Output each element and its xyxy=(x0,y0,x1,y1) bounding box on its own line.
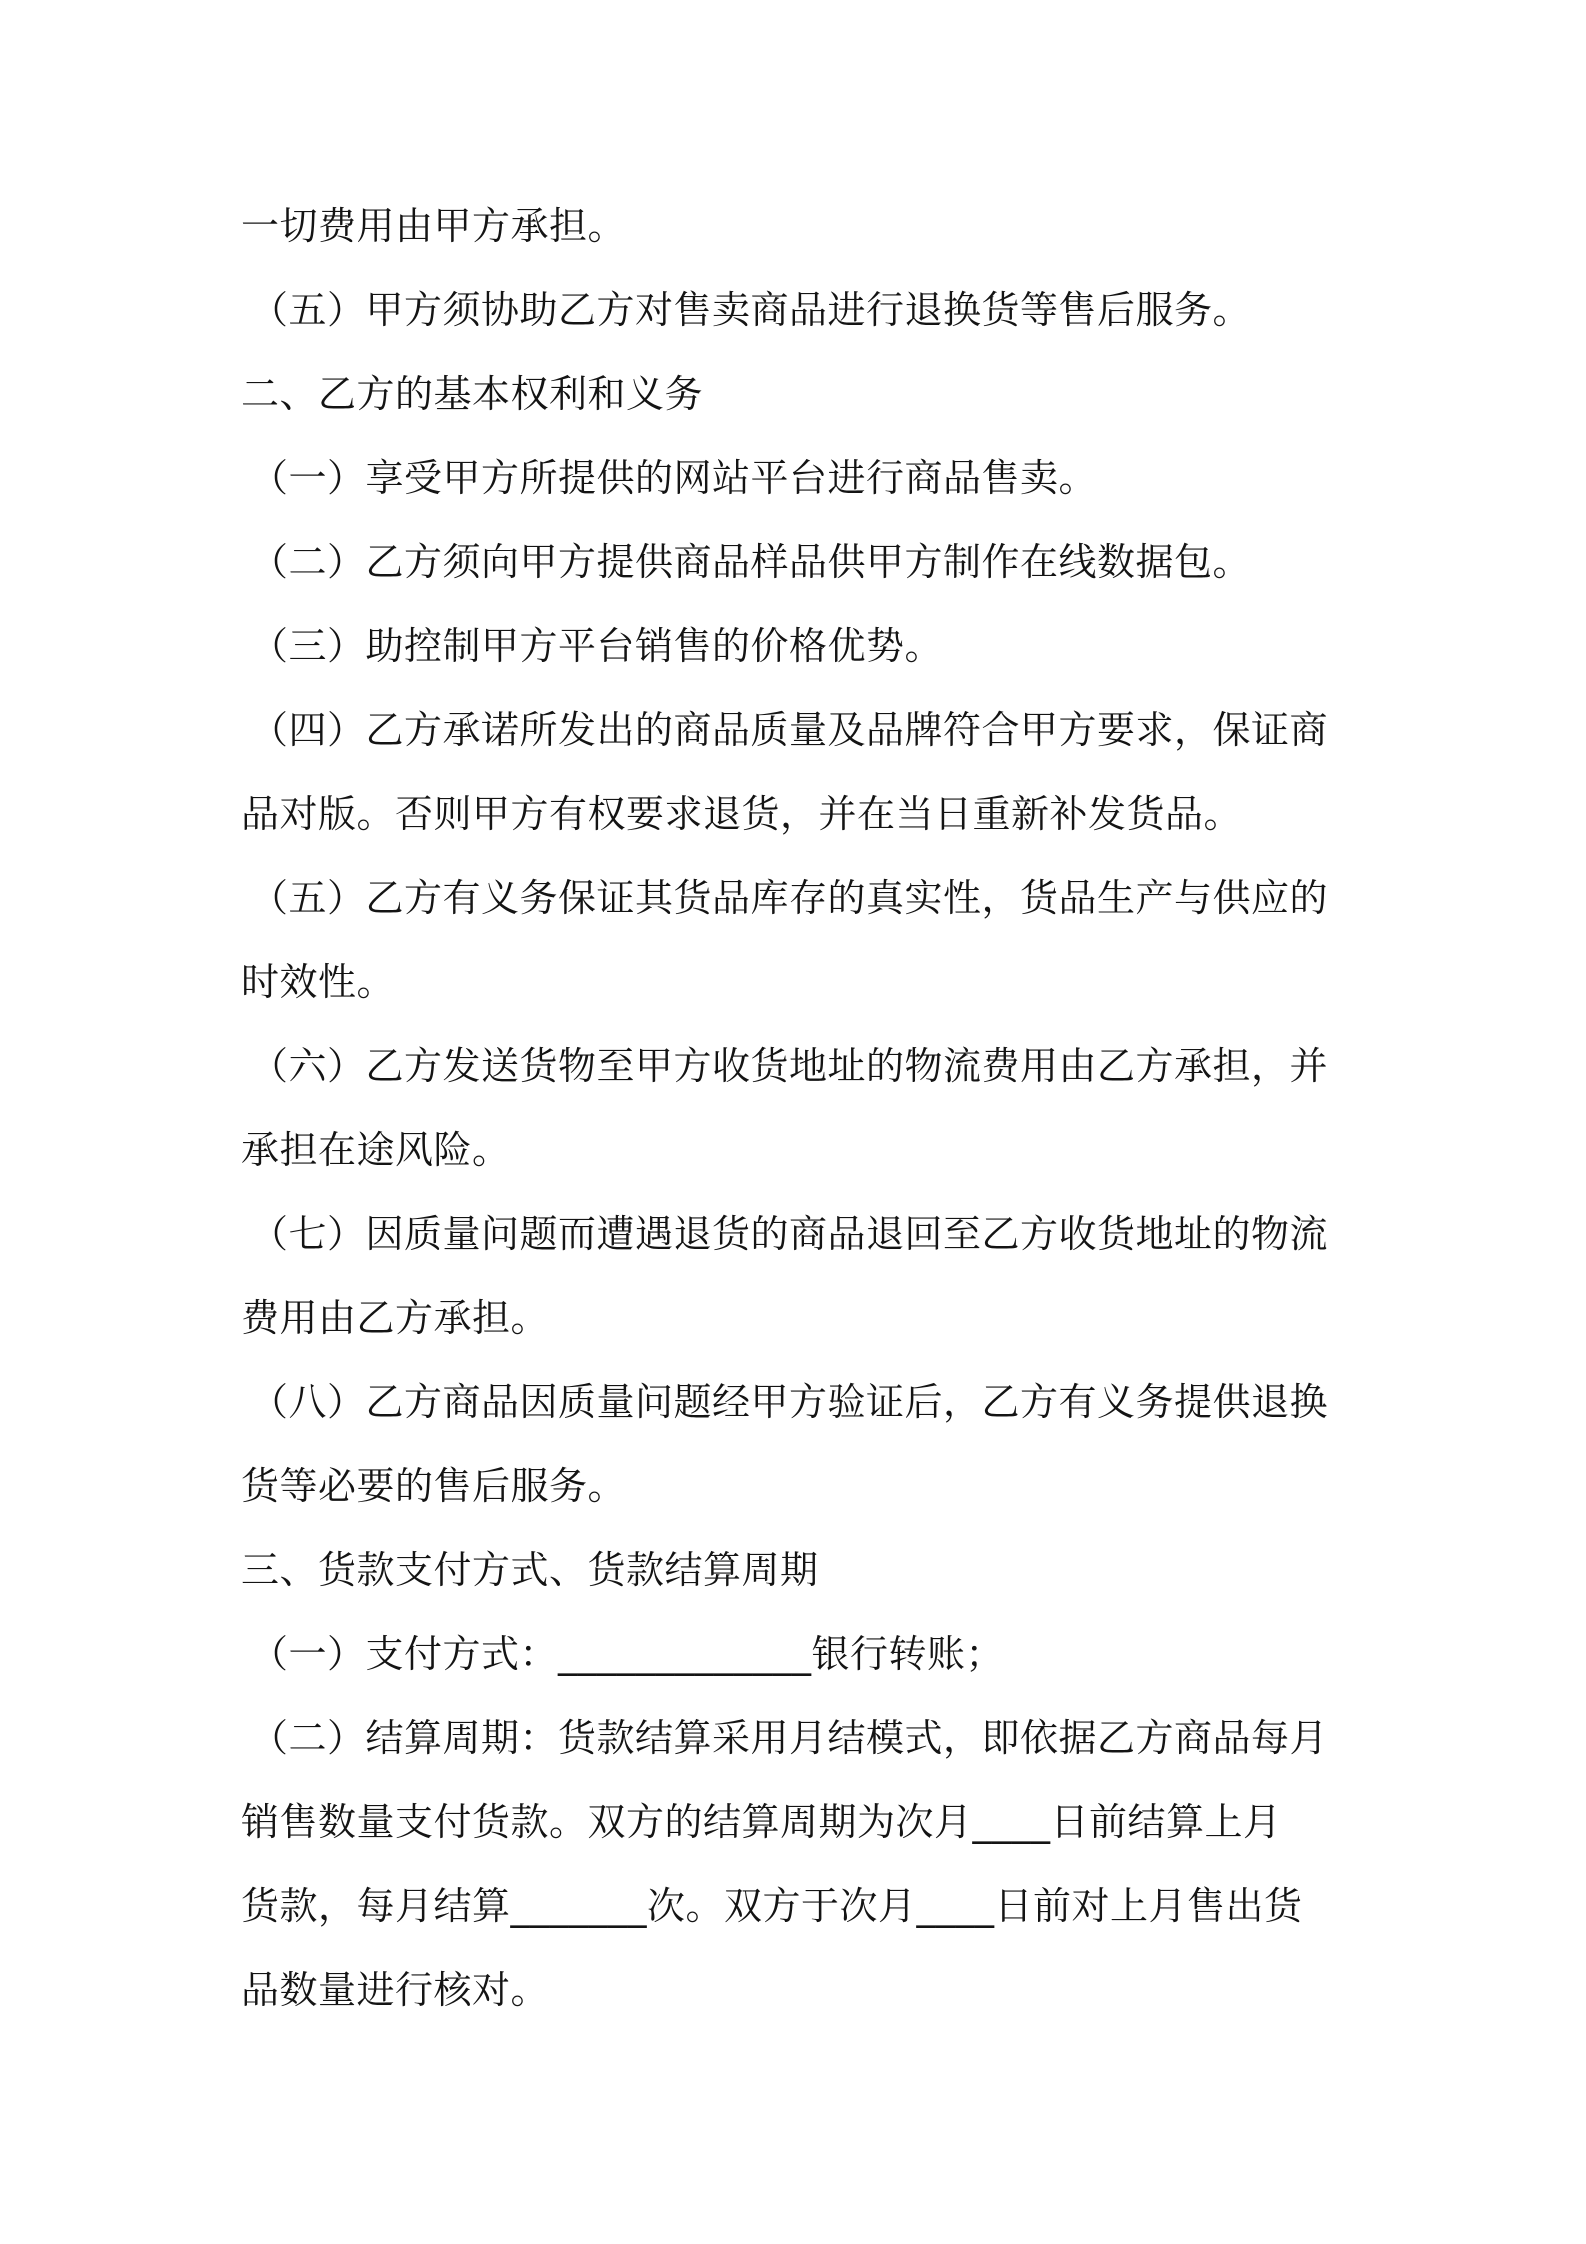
clause-2-6: （六）乙方发送货物至甲方收货地址的物流费用由乙方承担，并 xyxy=(250,1044,1329,1088)
clause-3-2-cont-1: 销售数量支付货款。双方的结算周期为次月____日前结算上月 xyxy=(241,1800,1282,1844)
clause-3-2-cont-2: 货款，每月结算_______次。双方于次月____日前对上月售出货 xyxy=(241,1884,1303,1928)
section-heading-2: 二、乙方的基本权利和义务 xyxy=(241,372,704,416)
text-line-continuation: 一切费用由甲方承担。 xyxy=(241,204,627,248)
section-heading-3: 三、货款支付方式、货款结算周期 xyxy=(241,1548,819,1592)
clause-3-2-cont-3: 品数量进行核对。 xyxy=(241,1968,550,2012)
clause-1-5: （五）甲方须协助乙方对售卖商品进行退换货等售后服务。 xyxy=(250,288,1252,332)
clause-3-2: （二）结算周期：货款结算采用月结模式，即依据乙方商品每月 xyxy=(250,1716,1329,1760)
clause-2-5: （五）乙方有义务保证其货品库存的真实性，货品生产与供应的 xyxy=(250,876,1329,920)
clause-2-2: （二）乙方须向甲方提供商品样品供甲方制作在线数据包。 xyxy=(250,540,1252,584)
clause-2-4: （四）乙方承诺所发出的商品质量及品牌符合甲方要求，保证商 xyxy=(250,708,1329,752)
clause-2-1: （一）享受甲方所提供的网站平台进行商品售卖。 xyxy=(250,456,1098,500)
clause-2-5-cont: 时效性。 xyxy=(241,960,396,1004)
clause-2-7-cont: 费用由乙方承担。 xyxy=(241,1296,550,1340)
clause-3-1: （一）支付方式：_____________银行转账； xyxy=(250,1632,1005,1676)
clause-2-7: （七）因质量问题而遭遇退货的商品退回至乙方收货地址的物流 xyxy=(250,1212,1329,1256)
clause-2-8-cont: 货等必要的售后服务。 xyxy=(241,1464,627,1508)
clause-2-4-cont: 品对版。否则甲方有权要求退货，并在当日重新补发货品。 xyxy=(241,792,1243,836)
clause-2-6-cont: 承担在途风险。 xyxy=(241,1128,511,1172)
clause-2-3: （三）助控制甲方平台销售的价格优势。 xyxy=(250,624,944,668)
clause-2-8: （八）乙方商品因质量问题经甲方验证后，乙方有义务提供退换 xyxy=(250,1380,1329,1424)
